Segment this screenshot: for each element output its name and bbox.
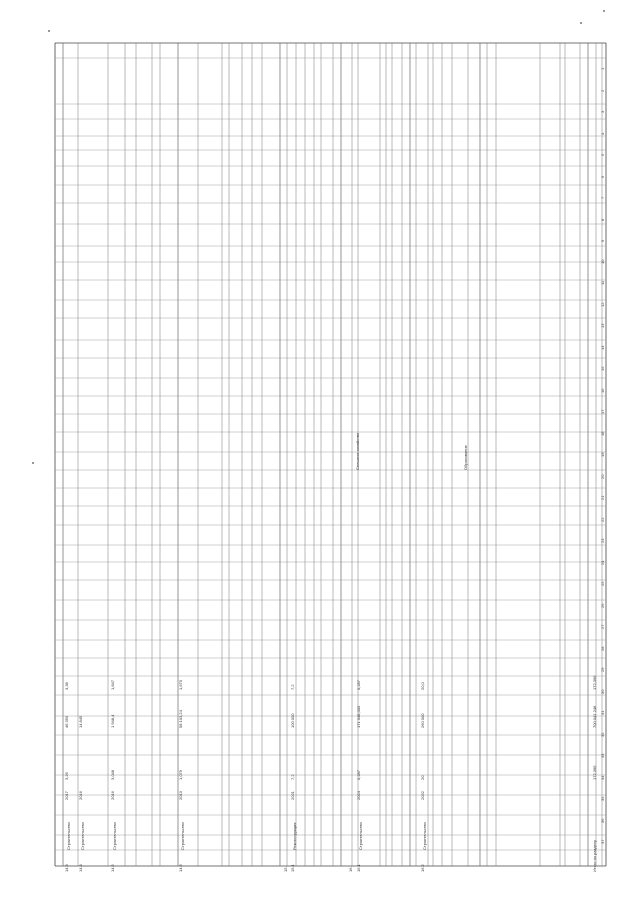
row-value: 7,2 [290,774,295,780]
column-number: 35 [600,796,605,801]
column-number: 36 [600,818,605,823]
row-id: 14.6 [178,864,183,872]
row-value: 7,2 [290,684,295,690]
column-number: 27 [600,624,605,629]
scan-speck [48,30,50,32]
column-number: 6 [600,175,605,178]
column-number: 24 [600,560,605,565]
totals-value: Итого по разделу [592,839,597,872]
row-value: 0,287 [356,769,361,780]
column-number: 29 [600,667,605,672]
column-number: 17 [600,409,605,414]
row-value: 14 845 [78,715,83,728]
row-name: Строительство [112,822,117,850]
column-number: 10 [600,259,605,264]
column-number: 14 [600,345,605,350]
scan-speck [580,22,582,24]
column-number: 9 [600,239,605,242]
column-number: 13 [600,323,605,328]
column-number: 3 [600,110,605,113]
section-label: Образование [463,445,468,470]
row-name: Строительство [358,822,363,850]
row-id: 14.4 [78,864,83,872]
column-number: 12 [600,302,605,307]
row-year: 2022 [420,791,425,800]
row-value: 3,048 [110,769,115,780]
row-id: 16. [348,866,353,872]
row-year: 2016 [78,791,83,800]
row-id: 15. [283,866,288,872]
row-value: 1,670 [178,679,183,690]
column-number: 20 [600,474,605,479]
column-number: 23 [600,538,605,543]
column-number: 30 [600,689,605,694]
row-id: 14.3 [64,864,69,872]
column-number: 37 [600,839,605,844]
row-value: 100 000 [290,713,295,728]
column-number: 21 [600,495,605,500]
column-number: 33 [600,753,605,758]
column-number: 25 [600,581,605,586]
row-year: 2021 [290,791,295,800]
row-value: 3,26 [64,772,69,780]
row-id: 15.1 [290,864,295,872]
column-number: 32 [600,732,605,737]
row-value: 46 350 [64,715,69,728]
section-label: Сельское хозяйство [355,432,360,470]
row-value: 58 103,24 [178,710,183,728]
column-number: 19 [600,452,605,457]
column-number: 1 [600,67,605,70]
column-number: 11 [600,280,605,285]
column-number: 7 [600,196,605,199]
totals-value: 172,396 [592,675,597,690]
column-number: 15 [600,366,605,371]
column-number: 28 [600,646,605,651]
row-year: 2017 [64,791,69,800]
column-number: 16 [600,388,605,393]
row-id: 16.1 [356,864,361,872]
row-id: 16.2 [420,864,425,872]
totals-value: 700 041 246 [592,705,597,728]
row-name: Строительство [422,822,427,850]
row-value: 20 [420,775,425,780]
column-number: 2 [600,89,605,92]
row-value: 260 000 [420,713,425,728]
row-value: 1,847 [110,679,115,690]
row-id: 14.5 [110,864,115,872]
scan-speck [32,462,34,464]
row-name: Строительство [180,822,185,850]
row-name: Реконструкция [292,822,297,850]
scan-speck [603,10,605,12]
row-year: 2013 [178,791,183,800]
column-number: 34 [600,775,605,780]
column-number: 8 [600,218,605,221]
row-name: Строительство [66,822,71,850]
row-value: 3,38 [64,682,69,690]
column-number: 22 [600,517,605,522]
row-name: Строительство [80,822,85,850]
row-value: 171 048,000 [356,705,361,728]
column-number: 26 [600,603,605,608]
column-number: 18 [600,431,605,436]
column-number: 31 [600,710,605,715]
row-value: 20,0 [420,682,425,690]
totals-value: 172,396 [592,765,597,780]
row-year: 2024 [356,791,361,800]
column-number: 5 [600,153,605,156]
row-year: 2016 [110,791,115,800]
row-value: 0,287 [356,679,361,690]
row-value: 1,079 [178,769,183,780]
column-number: 4 [600,132,605,135]
row-value: 1 948,4 [110,714,115,728]
